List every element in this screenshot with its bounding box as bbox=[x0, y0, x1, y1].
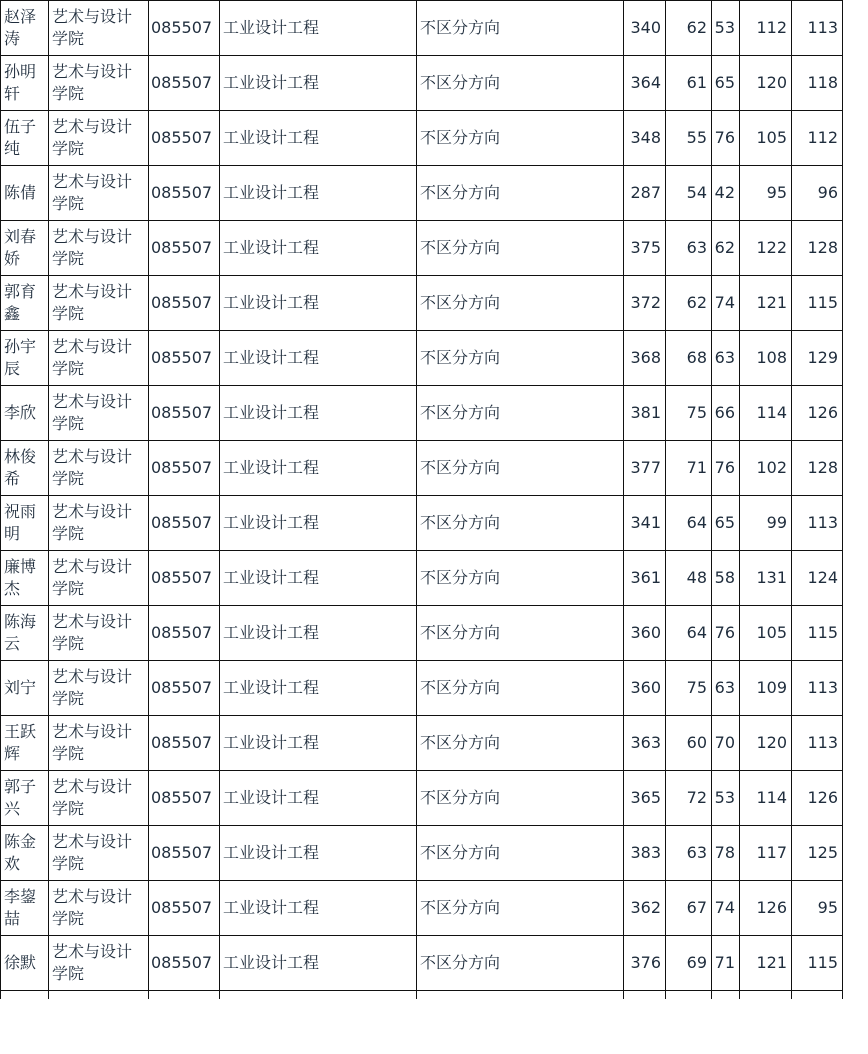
major-code-cell: 085507 bbox=[149, 166, 220, 221]
research-direction-cell: 不区分方向 bbox=[417, 496, 624, 551]
english-score-cell: 76 bbox=[712, 111, 740, 166]
table-row bbox=[1, 1, 843, 56]
english-score-cell: 70 bbox=[712, 716, 740, 771]
politics-score-cell: 68 bbox=[666, 331, 712, 386]
college-cell: 艺术与设计学院 bbox=[49, 606, 149, 661]
research-direction-cell: 不区分方向 bbox=[417, 661, 624, 716]
major-name-cell: 工业设计工程 bbox=[220, 606, 417, 661]
college-cell: 艺术与设计学院 bbox=[49, 331, 149, 386]
college-cell: 艺术与设计学院 bbox=[49, 826, 149, 881]
college-cell: 艺术与设计学院 bbox=[49, 551, 149, 606]
major-name-cell: 工业设计工程 bbox=[220, 771, 417, 826]
table-row bbox=[1, 56, 843, 111]
college-cell: 艺术与设计学院 bbox=[49, 221, 149, 276]
subject2-score-cell: 118 bbox=[792, 56, 843, 111]
subject1-score-cell: 105 bbox=[740, 606, 792, 661]
research-direction-cell: 不区分方向 bbox=[417, 56, 624, 111]
table-row bbox=[1, 771, 843, 826]
student-name-cell: 李欣 bbox=[1, 386, 49, 441]
table-row bbox=[1, 441, 843, 496]
research-direction-cell: 不区分方向 bbox=[417, 331, 624, 386]
research-direction-cell: 不区分方向 bbox=[417, 166, 624, 221]
politics-score-cell: 63 bbox=[666, 826, 712, 881]
major-code-cell: 085507 bbox=[149, 936, 220, 991]
total-score-cell: 341 bbox=[624, 496, 666, 551]
major-name-cell: 工业设计工程 bbox=[220, 166, 417, 221]
major-code-cell: 085507 bbox=[149, 1, 220, 56]
subject2-score-cell: 113 bbox=[792, 496, 843, 551]
major-name-cell: 工业设计工程 bbox=[220, 716, 417, 771]
subject1-score-cell: 112 bbox=[740, 1, 792, 56]
subject1-score-cell: 108 bbox=[740, 331, 792, 386]
table-row-partial bbox=[1, 991, 843, 999]
empty-cell bbox=[1, 991, 49, 999]
subject2-score-cell: 128 bbox=[792, 221, 843, 276]
research-direction-cell: 不区分方向 bbox=[417, 606, 624, 661]
college-cell: 艺术与设计学院 bbox=[49, 386, 149, 441]
student-name-cell: 伍子纯 bbox=[1, 111, 49, 166]
major-name-cell: 工业设计工程 bbox=[220, 276, 417, 331]
college-cell: 艺术与设计学院 bbox=[49, 1, 149, 56]
major-code-cell: 085507 bbox=[149, 276, 220, 331]
subject2-score-cell: 95 bbox=[792, 881, 843, 936]
english-score-cell: 62 bbox=[712, 221, 740, 276]
table-row bbox=[1, 276, 843, 331]
english-score-cell: 63 bbox=[712, 331, 740, 386]
major-code-cell: 085507 bbox=[149, 496, 220, 551]
subject1-score-cell: 117 bbox=[740, 826, 792, 881]
major-code-cell: 085507 bbox=[149, 386, 220, 441]
table-row bbox=[1, 716, 843, 771]
subject2-score-cell: 126 bbox=[792, 386, 843, 441]
major-code-cell: 085507 bbox=[149, 221, 220, 276]
major-name-cell: 工业设计工程 bbox=[220, 111, 417, 166]
research-direction-cell: 不区分方向 bbox=[417, 936, 624, 991]
major-code-cell: 085507 bbox=[149, 661, 220, 716]
total-score-cell: 377 bbox=[624, 441, 666, 496]
college-cell: 艺术与设计学院 bbox=[49, 111, 149, 166]
politics-score-cell: 60 bbox=[666, 716, 712, 771]
table-row bbox=[1, 606, 843, 661]
table-row bbox=[1, 826, 843, 881]
student-name-cell: 陈金欢 bbox=[1, 826, 49, 881]
college-cell: 艺术与设计学院 bbox=[49, 496, 149, 551]
total-score-cell: 360 bbox=[624, 606, 666, 661]
student-name-cell: 陈倩 bbox=[1, 166, 49, 221]
subject1-score-cell: 131 bbox=[740, 551, 792, 606]
major-name-cell: 工业设计工程 bbox=[220, 386, 417, 441]
politics-score-cell: 75 bbox=[666, 661, 712, 716]
politics-score-cell: 64 bbox=[666, 496, 712, 551]
subject1-score-cell: 105 bbox=[740, 111, 792, 166]
subject2-score-cell: 126 bbox=[792, 771, 843, 826]
politics-score-cell: 48 bbox=[666, 551, 712, 606]
table-row bbox=[1, 661, 843, 716]
empty-cell bbox=[666, 991, 712, 999]
major-code-cell: 085507 bbox=[149, 716, 220, 771]
major-code-cell: 085507 bbox=[149, 826, 220, 881]
english-score-cell: 74 bbox=[712, 881, 740, 936]
total-score-cell: 360 bbox=[624, 661, 666, 716]
student-name-cell: 陈海云 bbox=[1, 606, 49, 661]
english-score-cell: 74 bbox=[712, 276, 740, 331]
politics-score-cell: 61 bbox=[666, 56, 712, 111]
empty-cell bbox=[792, 991, 843, 999]
subject1-score-cell: 102 bbox=[740, 441, 792, 496]
total-score-cell: 372 bbox=[624, 276, 666, 331]
empty-cell bbox=[712, 991, 740, 999]
empty-cell bbox=[417, 991, 624, 999]
major-name-cell: 工业设计工程 bbox=[220, 936, 417, 991]
subject2-score-cell: 113 bbox=[792, 716, 843, 771]
college-cell: 艺术与设计学院 bbox=[49, 441, 149, 496]
politics-score-cell: 54 bbox=[666, 166, 712, 221]
student-name-cell: 刘春娇 bbox=[1, 221, 49, 276]
college-cell: 艺术与设计学院 bbox=[49, 56, 149, 111]
table-body bbox=[1, 1, 843, 999]
politics-score-cell: 67 bbox=[666, 881, 712, 936]
student-name-cell: 林俊希 bbox=[1, 441, 49, 496]
table-row bbox=[1, 881, 843, 936]
total-score-cell: 368 bbox=[624, 331, 666, 386]
empty-cell bbox=[49, 991, 149, 999]
subject1-score-cell: 121 bbox=[740, 276, 792, 331]
student-name-cell: 徐默 bbox=[1, 936, 49, 991]
student-name-cell: 李鋆喆 bbox=[1, 881, 49, 936]
table-row bbox=[1, 111, 843, 166]
english-score-cell: 58 bbox=[712, 551, 740, 606]
english-score-cell: 66 bbox=[712, 386, 740, 441]
subject1-score-cell: 114 bbox=[740, 771, 792, 826]
english-score-cell: 53 bbox=[712, 1, 740, 56]
total-score-cell: 361 bbox=[624, 551, 666, 606]
college-cell: 艺术与设计学院 bbox=[49, 771, 149, 826]
major-code-cell: 085507 bbox=[149, 111, 220, 166]
subject2-score-cell: 115 bbox=[792, 936, 843, 991]
table-row bbox=[1, 551, 843, 606]
english-score-cell: 76 bbox=[712, 441, 740, 496]
major-code-cell: 085507 bbox=[149, 881, 220, 936]
english-score-cell: 65 bbox=[712, 56, 740, 111]
table-row bbox=[1, 331, 843, 386]
empty-cell bbox=[624, 991, 666, 999]
subject1-score-cell: 126 bbox=[740, 881, 792, 936]
table-row bbox=[1, 221, 843, 276]
subject1-score-cell: 121 bbox=[740, 936, 792, 991]
research-direction-cell: 不区分方向 bbox=[417, 221, 624, 276]
total-score-cell: 381 bbox=[624, 386, 666, 441]
research-direction-cell: 不区分方向 bbox=[417, 386, 624, 441]
english-score-cell: 65 bbox=[712, 496, 740, 551]
table-row bbox=[1, 386, 843, 441]
subject1-score-cell: 120 bbox=[740, 56, 792, 111]
major-code-cell: 085507 bbox=[149, 331, 220, 386]
major-name-cell: 工业设计工程 bbox=[220, 1, 417, 56]
college-cell: 艺术与设计学院 bbox=[49, 716, 149, 771]
total-score-cell: 375 bbox=[624, 221, 666, 276]
college-cell: 艺术与设计学院 bbox=[49, 661, 149, 716]
subject2-score-cell: 112 bbox=[792, 111, 843, 166]
research-direction-cell: 不区分方向 bbox=[417, 716, 624, 771]
major-code-cell: 085507 bbox=[149, 56, 220, 111]
research-direction-cell: 不区分方向 bbox=[417, 826, 624, 881]
college-cell: 艺术与设计学院 bbox=[49, 276, 149, 331]
table-row bbox=[1, 496, 843, 551]
empty-cell bbox=[740, 991, 792, 999]
english-score-cell: 63 bbox=[712, 661, 740, 716]
student-name-cell: 王跃辉 bbox=[1, 716, 49, 771]
subject1-score-cell: 120 bbox=[740, 716, 792, 771]
research-direction-cell: 不区分方向 bbox=[417, 881, 624, 936]
politics-score-cell: 75 bbox=[666, 386, 712, 441]
politics-score-cell: 63 bbox=[666, 221, 712, 276]
subject1-score-cell: 95 bbox=[740, 166, 792, 221]
total-score-cell: 287 bbox=[624, 166, 666, 221]
research-direction-cell: 不区分方向 bbox=[417, 771, 624, 826]
empty-cell bbox=[149, 991, 220, 999]
total-score-cell: 362 bbox=[624, 881, 666, 936]
english-score-cell: 42 bbox=[712, 166, 740, 221]
research-direction-cell: 不区分方向 bbox=[417, 111, 624, 166]
subject2-score-cell: 128 bbox=[792, 441, 843, 496]
research-direction-cell: 不区分方向 bbox=[417, 551, 624, 606]
subject2-score-cell: 124 bbox=[792, 551, 843, 606]
student-name-cell: 刘宁 bbox=[1, 661, 49, 716]
subject2-score-cell: 115 bbox=[792, 276, 843, 331]
major-name-cell: 工业设计工程 bbox=[220, 661, 417, 716]
student-name-cell: 郭子兴 bbox=[1, 771, 49, 826]
subject2-score-cell: 125 bbox=[792, 826, 843, 881]
total-score-cell: 348 bbox=[624, 111, 666, 166]
major-code-cell: 085507 bbox=[149, 606, 220, 661]
major-name-cell: 工业设计工程 bbox=[220, 56, 417, 111]
subject2-score-cell: 96 bbox=[792, 166, 843, 221]
politics-score-cell: 69 bbox=[666, 936, 712, 991]
student-name-cell: 祝雨明 bbox=[1, 496, 49, 551]
research-direction-cell: 不区分方向 bbox=[417, 441, 624, 496]
politics-score-cell: 62 bbox=[666, 276, 712, 331]
subject1-score-cell: 99 bbox=[740, 496, 792, 551]
politics-score-cell: 62 bbox=[666, 1, 712, 56]
subject2-score-cell: 129 bbox=[792, 331, 843, 386]
table-row bbox=[1, 166, 843, 221]
research-direction-cell: 不区分方向 bbox=[417, 276, 624, 331]
subject1-score-cell: 114 bbox=[740, 386, 792, 441]
major-code-cell: 085507 bbox=[149, 771, 220, 826]
major-name-cell: 工业设计工程 bbox=[220, 441, 417, 496]
student-name-cell: 廉博杰 bbox=[1, 551, 49, 606]
table-row bbox=[1, 936, 843, 991]
total-score-cell: 365 bbox=[624, 771, 666, 826]
student-name-cell: 孙明轩 bbox=[1, 56, 49, 111]
student-name-cell: 赵泽涛 bbox=[1, 1, 49, 56]
major-code-cell: 085507 bbox=[149, 551, 220, 606]
empty-cell bbox=[220, 991, 417, 999]
student-name-cell: 孙宇辰 bbox=[1, 331, 49, 386]
politics-score-cell: 55 bbox=[666, 111, 712, 166]
subject2-score-cell: 113 bbox=[792, 661, 843, 716]
total-score-cell: 340 bbox=[624, 1, 666, 56]
total-score-cell: 376 bbox=[624, 936, 666, 991]
major-name-cell: 工业设计工程 bbox=[220, 881, 417, 936]
subject1-score-cell: 109 bbox=[740, 661, 792, 716]
english-score-cell: 53 bbox=[712, 771, 740, 826]
major-name-cell: 工业设计工程 bbox=[220, 496, 417, 551]
student-name-cell: 郭育鑫 bbox=[1, 276, 49, 331]
college-cell: 艺术与设计学院 bbox=[49, 936, 149, 991]
college-cell: 艺术与设计学院 bbox=[49, 166, 149, 221]
major-name-cell: 工业设计工程 bbox=[220, 551, 417, 606]
subject2-score-cell: 115 bbox=[792, 606, 843, 661]
major-name-cell: 工业设计工程 bbox=[220, 826, 417, 881]
college-cell: 艺术与设计学院 bbox=[49, 881, 149, 936]
politics-score-cell: 72 bbox=[666, 771, 712, 826]
major-name-cell: 工业设计工程 bbox=[220, 331, 417, 386]
major-code-cell: 085507 bbox=[149, 441, 220, 496]
politics-score-cell: 64 bbox=[666, 606, 712, 661]
total-score-cell: 383 bbox=[624, 826, 666, 881]
total-score-cell: 363 bbox=[624, 716, 666, 771]
major-name-cell: 工业设计工程 bbox=[220, 221, 417, 276]
politics-score-cell: 71 bbox=[666, 441, 712, 496]
subject2-score-cell: 113 bbox=[792, 1, 843, 56]
english-score-cell: 71 bbox=[712, 936, 740, 991]
total-score-cell: 364 bbox=[624, 56, 666, 111]
english-score-cell: 78 bbox=[712, 826, 740, 881]
subject1-score-cell: 122 bbox=[740, 221, 792, 276]
english-score-cell: 76 bbox=[712, 606, 740, 661]
research-direction-cell: 不区分方向 bbox=[417, 1, 624, 56]
